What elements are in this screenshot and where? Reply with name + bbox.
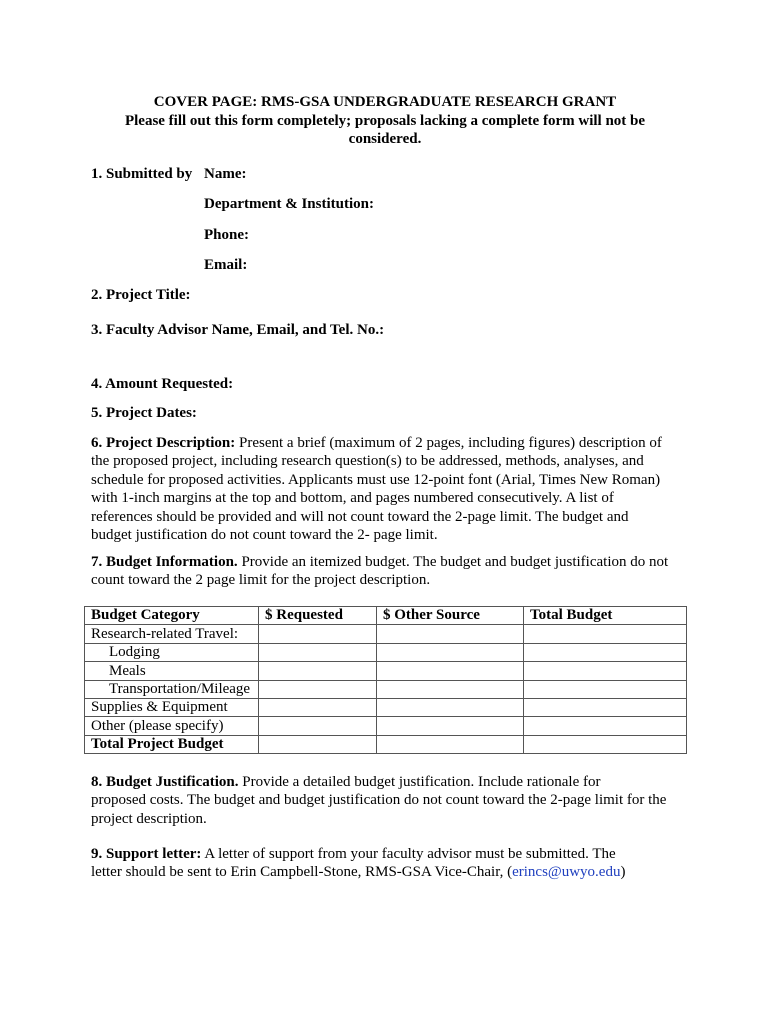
submitted-by-label: 1. Submitted by <box>91 166 193 182</box>
project-title-label: 2. Project Title: <box>91 287 191 303</box>
other-source-cell[interactable] <box>377 680 524 698</box>
support-email-link[interactable]: erincs@uwyo.edu <box>512 864 621 881</box>
table-row <box>85 698 687 716</box>
header-budget-category: Budget Category <box>85 607 259 625</box>
total-budget-cell[interactable] <box>524 717 687 735</box>
other-source-cell[interactable] <box>377 625 524 643</box>
project-description-line: references should be provided and will not count toward the 2-page limit. The budget and <box>91 508 629 525</box>
budget-table <box>84 606 687 754</box>
total-budget-cell[interactable] <box>524 643 687 661</box>
support-letter-line2-suffix: ) <box>620 864 626 881</box>
table-row <box>85 735 687 753</box>
category-cell: Research-related Travel: <box>85 625 259 643</box>
other-source-cell[interactable] <box>377 698 524 716</box>
project-dates-label: 5. Project Dates: <box>91 405 197 421</box>
phone-field-label: Phone: <box>204 227 249 243</box>
total-budget-cell[interactable] <box>524 698 687 716</box>
table-row <box>85 680 687 698</box>
other-source-cell[interactable] <box>377 662 524 680</box>
document-subtitle-line1: Please fill out this form completely; proposals lacking a complete form will not be <box>124 112 646 129</box>
requested-cell[interactable] <box>259 643 377 661</box>
other-source-cell[interactable] <box>377 735 524 753</box>
project-description-line: budget justification do not count toward the 2- page limit. <box>91 527 438 544</box>
total-budget-cell[interactable] <box>524 625 687 643</box>
table-row <box>85 662 687 680</box>
total-budget-cell[interactable] <box>524 662 687 680</box>
faculty-advisor-label: 3. Faculty Advisor Name, Email, and Tel. No.: <box>91 322 385 338</box>
project-description-line: with 1-inch margins at the top and bottom, and pages numbered consecutively. A list of <box>91 490 614 507</box>
category-cell: Supplies & Equipment <box>85 698 259 716</box>
table-row <box>85 717 687 735</box>
project-description-text-first: Present a brief (maximum of 2 pages, including figures) description of <box>235 435 662 451</box>
category-cell-total: Total Project Budget <box>85 735 259 753</box>
requested-cell[interactable] <box>259 680 377 698</box>
budget-justification-line: proposed costs. The budget and budget justification do not count toward the 2-page limit for the <box>91 792 667 809</box>
department-field-label: Department & Institution: <box>204 196 374 212</box>
requested-cell[interactable] <box>259 625 377 643</box>
support-letter-label: 9. Support letter: <box>91 846 202 862</box>
support-letter-text-first: A letter of support from your faculty advisor must be submitted. The <box>201 846 616 862</box>
category-cell: Transportation/Mileage <box>85 680 259 698</box>
support-letter-line2-prefix: letter should be sent to Erin Campbell-Stone, RMS-GSA Vice-Chair, ( <box>91 864 513 881</box>
document-subtitle-line2: considered. <box>348 131 422 147</box>
other-source-cell[interactable] <box>377 717 524 735</box>
project-description-paragraph <box>91 434 691 544</box>
budget-information-paragraph <box>91 553 691 590</box>
budget-justification-text-first: Provide a detailed budget justification. Include rationale for <box>238 774 601 790</box>
category-cell: Lodging <box>85 643 259 661</box>
budget-table-header-row <box>85 607 687 625</box>
total-budget-cell[interactable] <box>524 680 687 698</box>
header-total-budget: Total Budget <box>524 607 687 625</box>
requested-cell[interactable] <box>259 662 377 680</box>
category-cell: Other (please specify) <box>85 717 259 735</box>
header-requested: $ Requested <box>259 607 377 625</box>
category-cell: Meals <box>85 662 259 680</box>
requested-cell[interactable] <box>259 735 377 753</box>
header-other-source: $ Other Source <box>377 607 524 625</box>
budget-information-text-first: Provide an itemized budget. The budget and budget justification do not <box>237 554 669 570</box>
requested-cell[interactable] <box>259 717 377 735</box>
project-description-label: 6. Project Description: <box>91 435 236 451</box>
budget-justification-label: 8. Budget Justification. <box>91 774 239 790</box>
budget-information-line: count toward the 2 page limit for the project description. <box>91 572 431 589</box>
name-field-label: Name: <box>204 166 247 182</box>
other-source-cell[interactable] <box>377 643 524 661</box>
budget-justification-paragraph <box>91 773 691 828</box>
email-field-label: Email: <box>204 257 248 273</box>
project-description-line: the proposed project, including research question(s) to be addressed, methods, analyses, and <box>91 453 644 470</box>
table-row <box>85 625 687 643</box>
requested-cell[interactable] <box>259 698 377 716</box>
document-title: COVER PAGE: RMS-GSA UNDERGRADUATE RESEARCH GRANT <box>153 94 617 110</box>
budget-information-label: 7. Budget Information. <box>91 554 238 570</box>
support-letter-paragraph <box>91 845 691 882</box>
total-budget-cell[interactable] <box>524 735 687 753</box>
budget-justification-line: project description. <box>91 810 207 827</box>
document-heading <box>80 93 690 149</box>
amount-requested-label: 4. Amount Requested: <box>91 376 234 392</box>
table-row <box>85 643 687 661</box>
project-description-line: schedule for proposed activities. Applicants must use 12-point font (Arial, Times New Roman) <box>91 471 661 488</box>
